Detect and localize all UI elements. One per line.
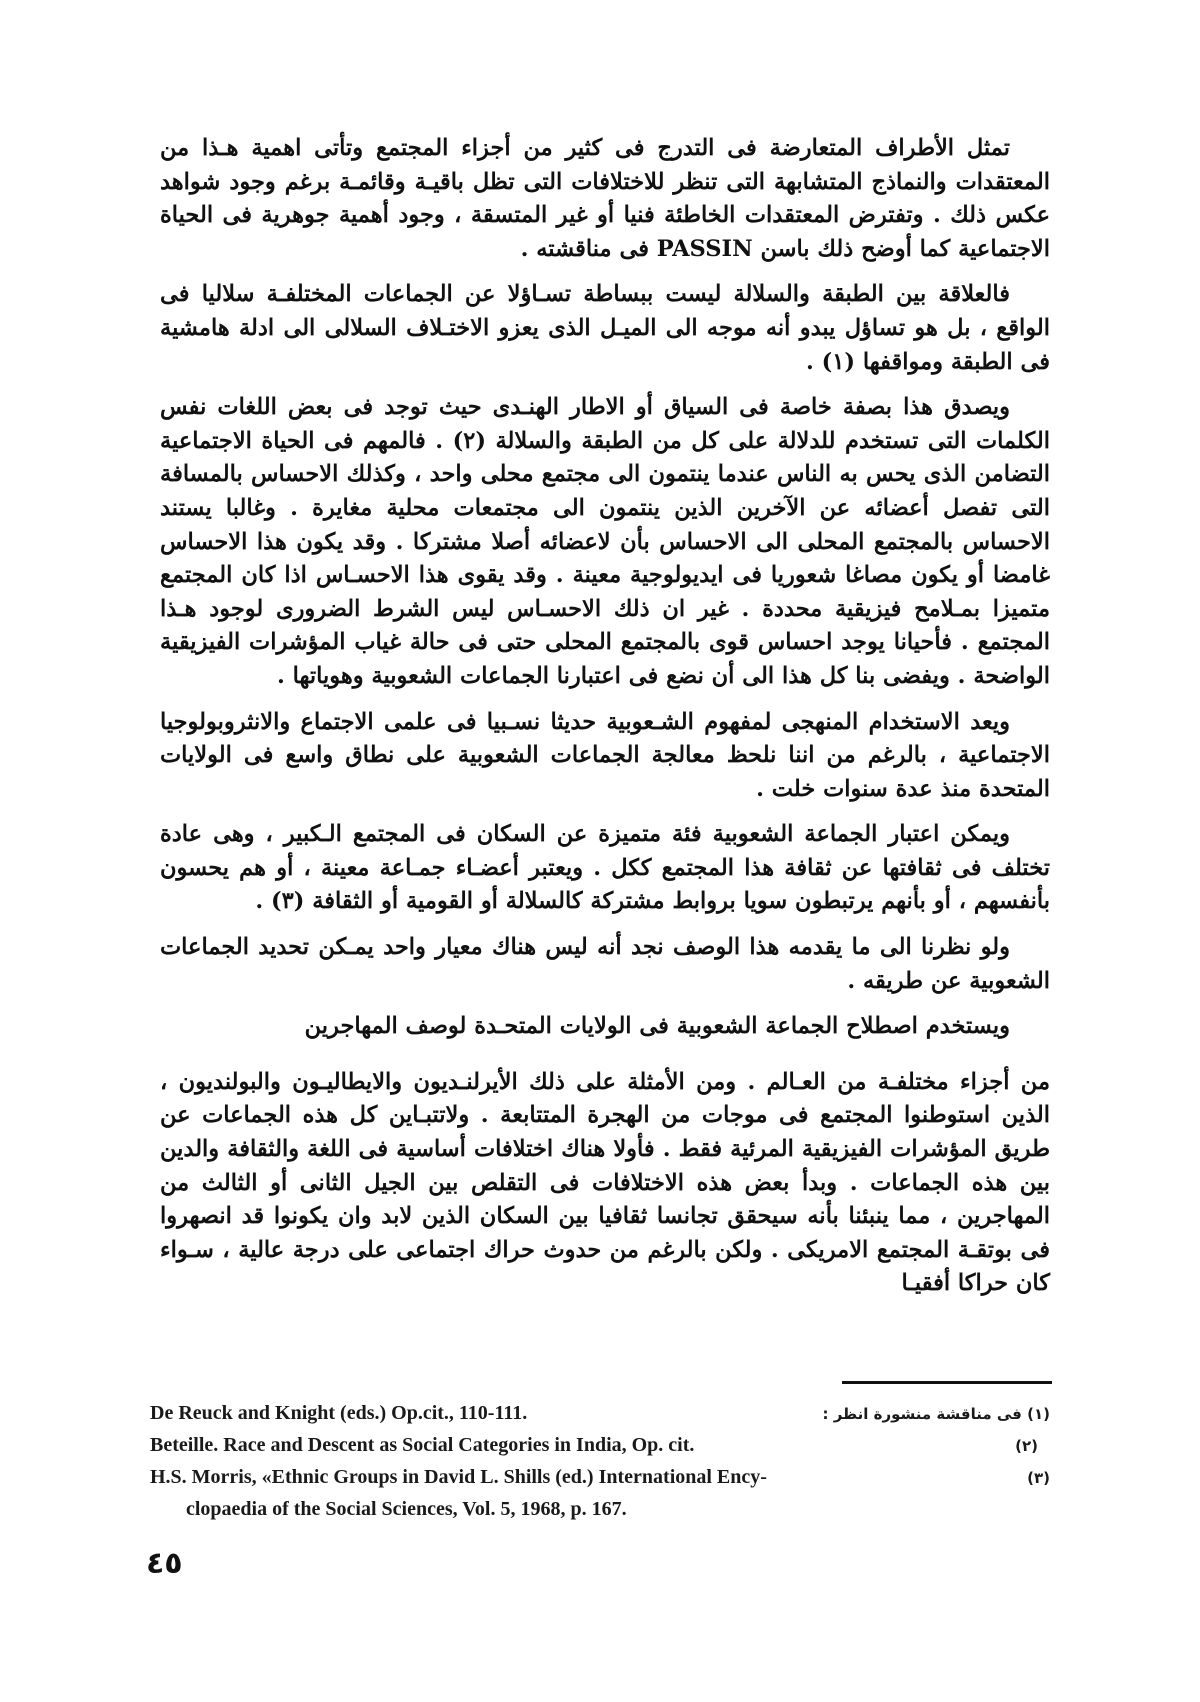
footnote-3-english: H.S. Morris, «Ethnic Groups in David L. Shills (ed.) International Ency- (150, 1466, 767, 1488)
paragraph-2: فالعلاقة بين الطبقة والسلالة ليست ببساطة تسـاؤلا عن الجماعات المختلفـة سلاليا فى الواقع ، بل هو تساؤل يبدو أنه موجه الى الميـل الذى يعزو الاختـلاف السلالى الى ادلة هامشية فى الطبقة ومواقفها (١) . (160, 281, 1050, 375)
paragraph-1: تمثل الأطراف المتعارضة فى التدرج فى كثير من أجزاء المجتمع وتأتى اهمية هـذا من المعتقدات والنماذج المتشابهة التى تنظر للاختلافات التى تظل باقيـة وقائمـة برغم وجود شواهد عكس ذلك . وتفترض المعتقدات الخاطئة فنيا أو غير المتسقة ، وجود أهمية جوهرية فى الحياة الاجتماعية كما أوضح ذلك باسن PASSIN فى مناقشته . (160, 135, 1050, 262)
footnote-1-number: (١) (1027, 1405, 1050, 1423)
footnote-3-continuation: clopaedia of the Social Sciences, Vol. 5, 1968, p. 167. (186, 1498, 627, 1520)
footnote-1 (150, 1398, 1050, 1430)
footnote-2 (150, 1430, 1050, 1462)
main-text (160, 132, 1050, 1313)
page-number: ٤٥ (146, 1546, 183, 1581)
footnote-1-arabic (822, 1399, 1050, 1430)
footnote-1-arabic-text: فى مناقشة منشورة انظر : (822, 1405, 1022, 1423)
paragraph-3: ويصدق هذا بصفة خاصة فى السياق أو الاطار الهنـدى حيث توجد فى بعض اللغات نفس الكلمات التى تستخدم للدلالة على كل من الطبقة والسلالة (٢) . فالمهم فى الحياة الاجتماعية التضامن الذى يحس به الناس عندما ينتمون الى مجتمع محلى واحد ، وكذلك الاحساس بالمسافة التى تفصل أعضائه عن الآخرين الذين ينتمون الى مجتمعات محلية مغايرة . وغالبا يستند الاحساس بالمجتمع المحلى الى الاحساس بأن لاعضائه أصلا مشتركا . وقد يكون هذا الاحساس غامضا أو يكون مصاغا شعوريا فى ايديولوجية معينة . وقد يقوى هذا الاحسـاس اذا كان المجتمع متميزا بمـلامح فيزيقية محددة . غير ان ذلك الاحسـاس ليس الشرط الضرورى لوجود هـذا المجتمع . فأحيانا يوجد احساس قوى بالمجتمع المحلى حتى فى حالة غياب المؤشرات الفيزيقية الواضحة . ويفضى بنا كل هذا الى أن نضع فى اعتبارنا الجماعات الشعوبية وهوياتها . (160, 394, 1050, 689)
paragraph-6: ولو نظرنا الى ما يقدمه هذا الوصف نجد أنه ليس هناك معيار واحد يمـكن تحديد الجماعات الشعوبية عن طريقه . (160, 934, 1050, 994)
footnote-3 (150, 1462, 1050, 1494)
paragraph-5: ويمكن اعتبار الجماعة الشعوبية فئة متميزة عن السكان فى المجتمع الـكبير ، وهى عادة تختلف فى ثقافتها عن ثقافة هذا المجتمع ككل . ويعتبر أعضـاء جمـاعة معينة ، أو هم يحسون بأنفسهم ، أو بأنهم يرتبطون سويا بروابط مشتركة كالسلالة أو القومية أو الثقافة (٣) . (160, 821, 1050, 915)
paragraph-8: من أجزاء مختلفـة من العـالم . ومن الأمثلة على ذلك الأيرلنـديون والايطاليـون والبولنديون ، الذين استوطنوا المجتمع فى موجات من الهجرة المتتابعة . ولاتتبـاين كل هذه الجماعات عن طريق المؤشرات الفيزيقية المرئية فقط . فأولا هناك اختلافات أساسية فى اللغة والثقافة والدين بين هذه الجماعات . وبدأ بعض هذه الاختلافات فى التقلص بين الجيل الثانى أو الثالث من المهاجرين ، مما ينبئنا بأنه سيحقق تجانسا ثقافيا بين السكان الذين لابد وان يكونوا قد انصهروا فى بوتقـة المجتمع الامريكى . ولكن بالرغم من حدوث حراك اجتماعى على درجة عالية ، سـواء كان حراكا أفقيـا (160, 1068, 1050, 1297)
paragraph-4: ويعد الاستخدام المنهجى لمفهوم الشـعوبية حديثا نسـبيا فى علمى الاجتماع والانثروبولوجيا الاجتماعية ، بالرغم من اننا نلحظ معالجة الجماعات الشعوبية على نطاق واسع فى الولايات المتحدة منذ عدة سنوات خلت . (160, 708, 1050, 802)
footnote-2-english: Beteille. Race and Descent as Social Categories in India, Op. cit. (150, 1434, 695, 1456)
footnote-divider (842, 1381, 1052, 1384)
footnote-3-number: (٣) (1027, 1469, 1050, 1487)
footnote-2-number: (٢) (1015, 1437, 1038, 1455)
footnotes (150, 1398, 1050, 1525)
footnote-1-english: De Reuck and Knight (eds.) Op.cit., 110-111. (150, 1402, 528, 1424)
paragraph-7: ويستخدم اصطلاح الجماعة الشعوبية فى الولايات المتحـدة لوصف المهاجرين (304, 1013, 1010, 1040)
